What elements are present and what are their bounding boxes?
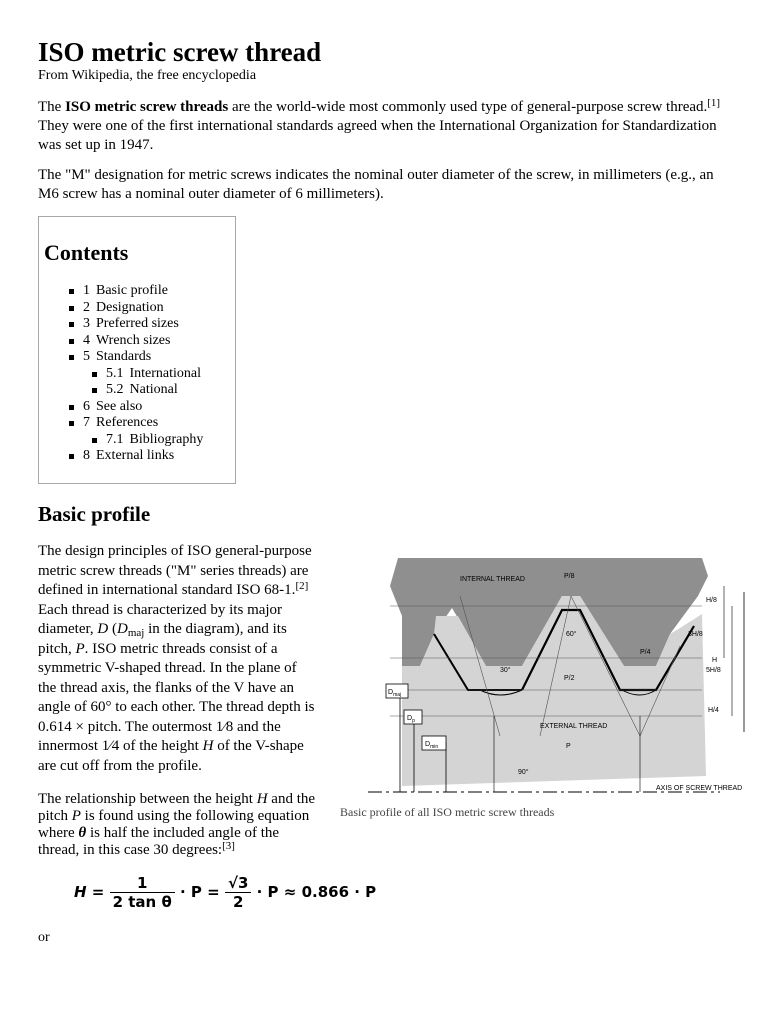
intro-paragraph-1 bbox=[38, 98, 728, 155]
angle-label: 30° bbox=[500, 667, 511, 674]
toc-subitem[interactable] bbox=[92, 432, 203, 449]
toc-label[interactable]: See also bbox=[96, 398, 143, 414]
toc-num: 7 bbox=[83, 415, 90, 430]
toc-label[interactable]: National bbox=[129, 382, 178, 397]
axis-label: AXIS OF SCREW THREAD bbox=[656, 785, 743, 792]
toc-subitem[interactable] bbox=[92, 366, 203, 383]
toc-item[interactable] bbox=[69, 300, 203, 317]
dim-label: D bbox=[425, 741, 431, 748]
text: The bbox=[38, 99, 66, 115]
dim-label: D bbox=[388, 689, 394, 696]
toc-num: 5.2 bbox=[106, 382, 124, 397]
reference-link[interactable]: [2] bbox=[295, 580, 309, 592]
math-var: P bbox=[71, 808, 81, 824]
toc-label[interactable]: References bbox=[96, 415, 159, 430]
text: is found using the following equation where bbox=[38, 808, 310, 841]
text: of the height bbox=[119, 738, 203, 754]
fraction: 1⁄8 bbox=[215, 718, 234, 735]
dim-label: 3H/8 bbox=[688, 631, 703, 638]
math-var: D bbox=[97, 621, 109, 637]
dim-sub: min bbox=[430, 744, 439, 750]
text: The design principles of ISO general-purpose metric screw threads ("M" series threads) are defined in international standard ISO 68-1. bbox=[38, 543, 312, 598]
toc-subitem[interactable] bbox=[92, 382, 203, 399]
thread-profile-figure bbox=[340, 556, 743, 796]
math-var: D bbox=[116, 621, 128, 637]
text: in the diagram), and its pitch, bbox=[38, 621, 287, 657]
dim-label: H/8 bbox=[706, 597, 717, 604]
toc-num: 7.1 bbox=[106, 431, 124, 447]
dim-label: H/4 bbox=[708, 707, 719, 714]
toc-num: 3 bbox=[83, 316, 90, 331]
toc-item[interactable] bbox=[69, 448, 203, 465]
or-text: or bbox=[38, 930, 50, 945]
text: ( bbox=[108, 621, 117, 637]
basic-profile-paragraph bbox=[38, 542, 318, 776]
toc-label[interactable]: Designation bbox=[96, 299, 164, 315]
toc-label[interactable]: Standards bbox=[96, 349, 152, 364]
fraction: 1⁄4 bbox=[101, 738, 120, 754]
bold-term: ISO metric screw threads bbox=[65, 99, 229, 115]
page-subtitle: From Wikipedia, the free encyclopedia bbox=[38, 68, 257, 83]
text: is half the included angle of the thread, in this case 30 degrees: bbox=[38, 825, 280, 858]
toc-item[interactable] bbox=[69, 333, 203, 350]
math-var: H bbox=[256, 791, 268, 807]
text: and the pitch bbox=[38, 791, 316, 824]
toc-title: Contents bbox=[44, 240, 129, 265]
toc-label[interactable]: External links bbox=[96, 448, 175, 463]
fraction bbox=[225, 874, 251, 911]
toc-num: 8 bbox=[83, 448, 90, 463]
dim-label: P/8 bbox=[564, 573, 575, 580]
formula-lhs: H = bbox=[74, 883, 105, 901]
toc-label[interactable]: Basic profile bbox=[96, 283, 168, 298]
text: Each thread is characterized by its major diameter, bbox=[38, 601, 283, 637]
toc-num: 5.1 bbox=[106, 365, 124, 381]
toc-item[interactable] bbox=[69, 399, 203, 416]
dim-sub: p bbox=[412, 718, 415, 724]
toc-num: 6 bbox=[83, 398, 90, 414]
dim-label: P/2 bbox=[564, 675, 575, 682]
toc-item[interactable] bbox=[69, 316, 203, 333]
reference-link[interactable]: [3] bbox=[222, 840, 235, 852]
math-var: H bbox=[202, 738, 214, 754]
angle-label: 90° bbox=[518, 769, 529, 776]
formula-mid: · P = bbox=[180, 883, 220, 901]
text: are the world-wide most commonly used type of general-purpose screw thread. bbox=[228, 99, 708, 115]
toc-item[interactable] bbox=[69, 415, 203, 432]
toc-label[interactable]: Bibliography bbox=[129, 431, 204, 447]
formula-rhs: · P ≈ 0.866 · P bbox=[256, 883, 377, 901]
angle-label: 60° bbox=[566, 631, 577, 638]
toc-num: 1 bbox=[83, 283, 90, 298]
thread-profile-diagram bbox=[340, 556, 743, 796]
numerator: 1 bbox=[110, 874, 175, 893]
denominator: 2 tan θ bbox=[112, 893, 172, 911]
subscript: maj bbox=[127, 627, 145, 639]
dim-label: D bbox=[407, 715, 413, 722]
dim-label: P bbox=[566, 743, 571, 750]
height-formula bbox=[74, 874, 376, 920]
math-var: θ bbox=[78, 825, 87, 841]
toc-num: 5 bbox=[83, 349, 90, 364]
internal-thread-label: INTERNAL THREAD bbox=[460, 576, 525, 583]
dim-sub: maj bbox=[393, 692, 402, 698]
text: and the innermost bbox=[38, 718, 281, 754]
math-var: P bbox=[75, 640, 85, 657]
text: . ISO metric threads consist of a symmetric V-shaped thread. In the plane of the thread axis, the flanks of the V have an angle of 60° to each other. The thread depth is 0.614 × pitch. The outermost bbox=[38, 640, 315, 735]
figure-caption: Basic profile of all ISO metric screw threads bbox=[340, 805, 555, 819]
text: The relationship between the height bbox=[38, 791, 257, 807]
fraction bbox=[110, 874, 175, 911]
dim-label: 5H/8 bbox=[706, 667, 721, 674]
toc-label[interactable]: International bbox=[129, 365, 202, 381]
toc-num: 2 bbox=[83, 299, 90, 315]
dim-label: P/4 bbox=[640, 649, 651, 656]
toc-list bbox=[69, 283, 203, 465]
text: They were one of the first international standards agreed when the International Organization for Standardization was set up in 1947. bbox=[38, 118, 717, 153]
dim-label: H bbox=[712, 657, 718, 664]
table-of-contents bbox=[38, 216, 236, 484]
toc-item[interactable] bbox=[69, 283, 203, 300]
reference-link[interactable]: [1] bbox=[707, 97, 721, 109]
page-title: ISO metric screw thread bbox=[38, 37, 322, 67]
toc-item[interactable] bbox=[69, 349, 203, 366]
text: of the V-shape are cut off from the profile. bbox=[38, 738, 304, 774]
toc-label[interactable]: Preferred sizes bbox=[96, 316, 179, 331]
toc-label[interactable]: Wrench sizes bbox=[96, 332, 171, 348]
numerator: √3 bbox=[225, 874, 251, 893]
toc-num: 4 bbox=[83, 332, 90, 348]
denominator: 2 bbox=[232, 893, 244, 911]
intro-paragraph-2: The "M" designation for metric screws indicates the nominal outer diameter of the screw, in millimeters (e.g., an M6 screw has a nominal outer diameter of 6 millimeters). bbox=[38, 167, 714, 202]
relationship-paragraph bbox=[38, 791, 318, 859]
section-heading: Basic profile bbox=[38, 502, 151, 526]
external-thread-label: EXTERNAL THREAD bbox=[540, 723, 608, 730]
